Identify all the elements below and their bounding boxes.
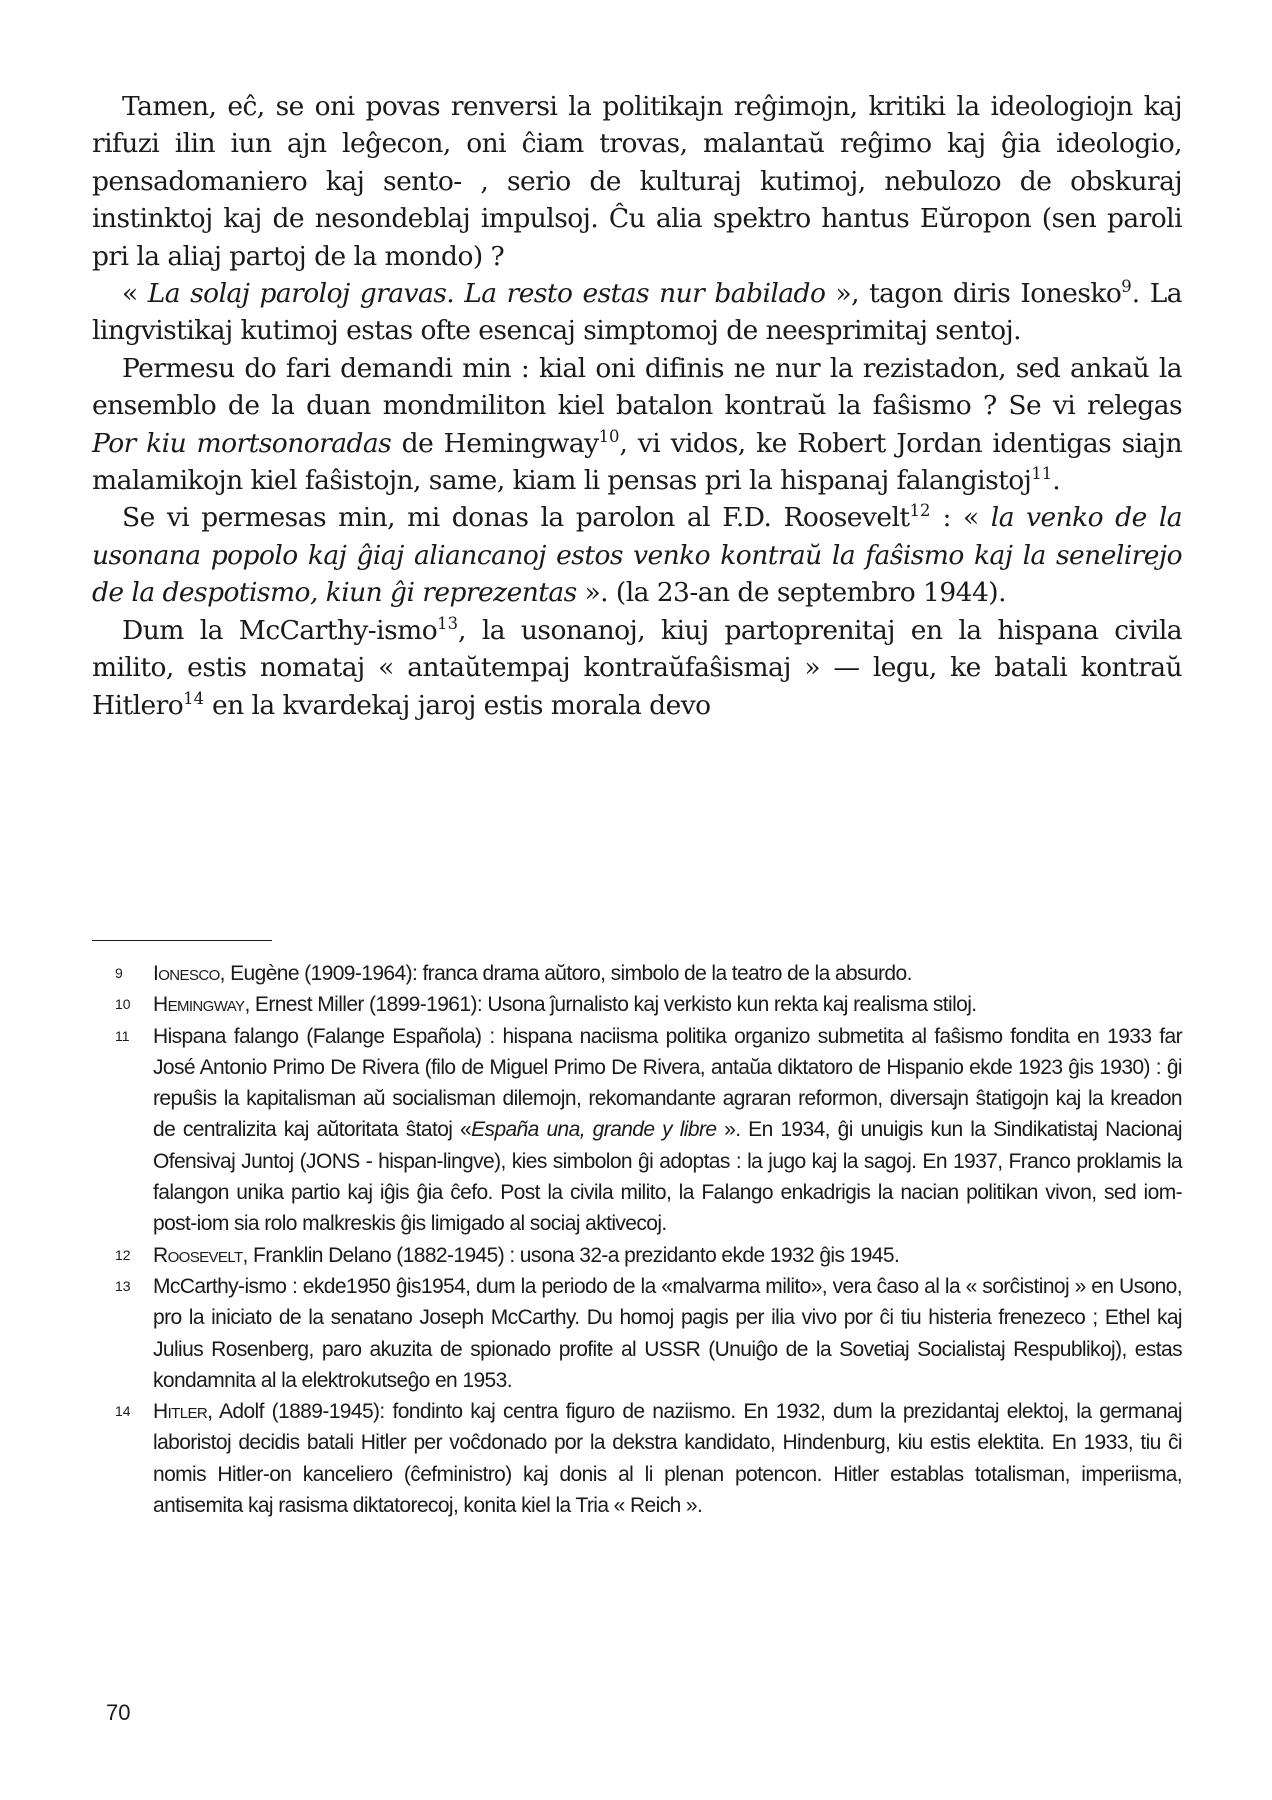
footnote-number: 11	[115, 1027, 130, 1044]
paragraph-2-rest: . La lingvistikaj kutimoj estas ofte esencaj simptomoj de neesprimitaj sentoj.	[92, 278, 1182, 347]
footnote-number: 13	[115, 1277, 131, 1294]
paragraph-5-text: , la usonanoj, kiuj partoprenitaj en la hispana civila milito, estis nomataj « antaŭtempaj kontraŭfaŝismaj » — legu, ke batali kontraŭ Hitlero	[92, 614, 1182, 721]
footnote-10	[92, 989, 1182, 1020]
footnote-text: , Adolf (1889-1945): fondinto kaj centra figuro de naziismo. En 1932, dum la prezidantaj elektoj, la germanaj laboristoj decidis batali Hitler per voĉdonado por la dekstra kandidato, Hindenburg, kiu estis elektita. En 1933, tiu ĉi nomis Hitler-on kanceliero (ĉefministro) kaj donis al li plenan potencon. Hitler establas totalisman, imperiisma, antisemita kaj rasisma diktatorecoj, konita kiel la Tria « Reich ».	[153, 1400, 1182, 1518]
paragraph-4-text: ». (la 23-an de septembro 1944).	[576, 577, 1006, 609]
paragraph-3-text: , vi vidos, ke Robert Jordan identigas siajn malamikojn kiel faŝistojn, same, kiam li pensas pri la hispanaj falangistoj	[92, 427, 1182, 497]
ionesco-quote: La solaj paroloj gravas. La resto estas nur babilado	[147, 278, 826, 310]
paragraph-3-text: Permesu do fari demandi min : kial oni difinis ne nur la rezistadon, sed ankaŭ la ensemblo de la duan mondmiliton kiel batalon kontraŭ la faŝismo ? Se vi relegas	[92, 352, 1182, 422]
falange-motto: España una, grande y libre	[471, 1118, 717, 1142]
footnote-name: Hitler	[153, 1400, 208, 1424]
quote-attribution: », tagon diris Ionesko	[825, 278, 1122, 310]
footnote-body	[153, 1021, 1182, 1240]
paragraph-4-text: Se vi permesas min, mi donas la parolon al F.D. Roosevelt	[122, 502, 910, 534]
footnote-body	[153, 1271, 1182, 1396]
footnotes	[92, 958, 1182, 1521]
paragraph-3-text: de Hemingway	[391, 427, 599, 459]
main-text	[92, 88, 1182, 724]
footnote-text: ». En 1934, ĝi unuigis kun la Sindikatistaj Nacionaj Ofensivaj Juntoj (JONS - hispan-lingve), kies simbolon ĝi adoptas : la jugo kaj la sagoj. En 1937, Franco proklamis la falangon unika partio kaj iĝis ĝia ĉefo. Post la civila milito, la Falango enkadrigis la nacian politikan vivon, sed iom-post-iom sia rolo malkreskis ĝis limigado al sociaj aktivecoj.	[153, 1118, 1182, 1236]
footnote-name: Hemingway	[153, 993, 245, 1017]
paragraph-2	[92, 275, 1182, 350]
footnote-body	[153, 989, 1182, 1020]
footnote-separator	[92, 940, 272, 941]
footnote-ref-11[interactable]: 11	[1031, 463, 1053, 483]
footnote-13	[92, 1271, 1182, 1396]
book-title: Por kiu mortsonoradas	[92, 427, 392, 459]
footnote-body	[153, 1396, 1182, 1521]
footnote-ref-10[interactable]: 10	[598, 426, 620, 446]
page-number: 70	[106, 1700, 131, 1725]
footnote-number: 9	[115, 965, 123, 981]
paragraph-1-text: Tamen, eĉ, se oni povas renversi la politikajn reĝimojn, kritiki la ideologiojn kaj rifuzi ilin iun ajn leĝecon, oni ĉiam trovas, malantaŭ reĝimo kaj ĝia ideologio, pensadomaniero kaj sento- , serio de kulturaj kutimoj, nebulozo de obskuraj instinktoj kaj de nesondeblaj impulsoj. Ĉu alia spektro hantus Eŭropon (sen paroli pri la aliaj partoj de la mondo) ?	[92, 91, 1182, 272]
footnote-name: Ionesco	[153, 962, 220, 985]
footnote-number: 12	[115, 1246, 131, 1263]
footnote-number: 14	[115, 1403, 131, 1420]
footnote-text: , Ernest Miller (1899-1961): Usona ĵurnalisto kaj verkisto kun rekta kaj realisma stiloj.	[244, 993, 977, 1017]
footnote-text: Hispana falango (Falange Española) : hispana naciisma politika organizo submetita al faŝismo fondita en 1933 far José Antonio Primo De Rivera (filo de Miguel Primo De Rivera, antaŭa diktatoro de Hispanio ekde 1923 ĝis 1930) : ĝi repuŝis la kapitalisman aŭ socialisman dilemojn, rekomandante agraran reformon, diversajn ŝtatigojn kaj la kreadon de centralizita kaj aŭtoritata ŝtatoj «	[153, 1024, 1182, 1142]
footnote-text: McCarthy-ismo : ekde1950 ĝis1954, dum la periodo de la «malvarma milito», vera ĉaso al la « sorĉistinoj » en Usono, pro la iniciato de la senatano Joseph McCarthy. Du homoj pagis per ilia vivo por ĉi tiu histeria frenezeco ; Ethel kaj Julius Rosenberg, paro akuzita de spionado profite al USSR (Unuiĝo de la Sovetiaj Socialistaj Respublikoj), estas kondamnita al la elektrokutseĝo en 1953.	[153, 1274, 1182, 1392]
paragraph-4-text: : «	[930, 502, 991, 534]
footnote-ref-14[interactable]: 14	[183, 688, 205, 708]
paragraph-5	[92, 612, 1182, 724]
paragraph-4	[92, 499, 1182, 611]
quote-open: «	[122, 278, 148, 310]
paragraph-1	[92, 88, 1182, 275]
footnote-14	[92, 1396, 1182, 1521]
footnote-12	[92, 1240, 1182, 1271]
footnote-body	[153, 958, 1182, 989]
paragraph-5-text: en la kvardekaj jaroj estis morala devo	[204, 689, 711, 721]
footnote-ref-12[interactable]: 12	[909, 501, 931, 521]
roosevelt-quote: la venko de la usonana popolo kaj ĝiaj aliancanoj estos venko kontraŭ la faŝismo kaj la senelirejo de la despotismo, kiun ĝi reprezentas	[92, 502, 1182, 609]
paragraph-5-text: Dum la McCarthy-ismo	[122, 614, 438, 646]
footnote-9	[92, 958, 1182, 989]
footnote-text: , Eugène (1909-1964): franca drama aŭtoro, simbolo de la teatro de la absurdo.	[219, 962, 912, 985]
footnote-ref-13[interactable]: 13	[437, 613, 459, 633]
paragraph-3	[92, 350, 1182, 500]
footnote-text: , Franklin Delano (1882-1945) : usona 32-a prezidanto ekde 1932 ĝis 1945.	[242, 1243, 900, 1267]
footnote-body	[153, 1240, 1182, 1271]
footnote-number: 10	[115, 996, 131, 1013]
footnote-name: Roosevelt	[153, 1243, 243, 1267]
footnote-ref-9[interactable]: 9	[1121, 276, 1132, 296]
footnote-11	[92, 1021, 1182, 1240]
paragraph-3-text: .	[1052, 465, 1061, 497]
